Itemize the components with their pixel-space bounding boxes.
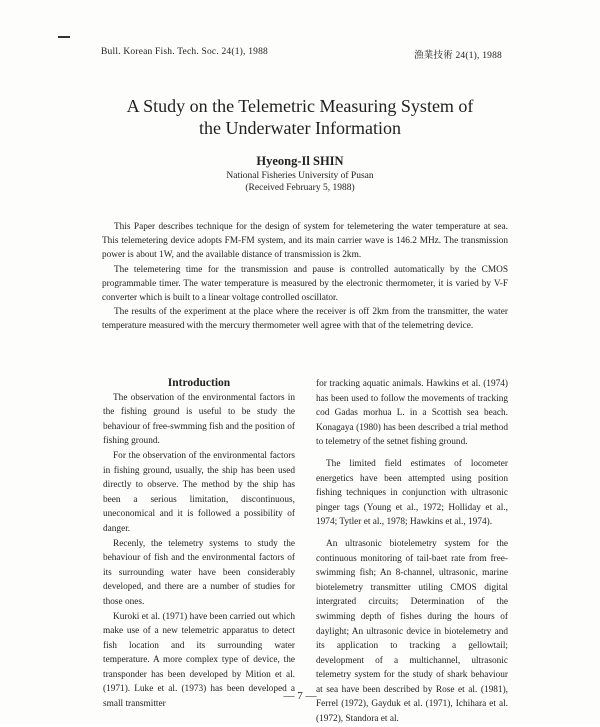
running-header-right: 漁業技術 24(1), 1988: [414, 51, 502, 61]
author-affiliation: National Fisheries University of Pusan: [226, 171, 374, 181]
body-paragraph: The observation of the environmental factors in the fishing ground is useful to be study the behaviour of free-swmming fish and the position of fishing ground.: [103, 392, 295, 447]
abstract-paragraph: This Paper describes technique for the design of system for telemetering the water temperature at sea. This telemetering device adopts FM-FM system, and its main carrier wave is 146.2 MHz. The transmission power is about 1W, and the available distance of transmission is 2km.: [102, 222, 508, 261]
scan-mark: [58, 36, 70, 38]
body-paragraph: for tracking aquatic animals. Hawkins et al. (1974) has been used to follow the movements of tracking cod Gadas morhua L. in a Scottish sea beach. Konagaya (1980) has been described a trial method to telemetry of the setnet fishing ground.: [316, 379, 508, 448]
author-name: Hyeong-Il SHIN: [256, 154, 344, 168]
received-date: (Received February 5, 1988): [245, 183, 355, 193]
right-column: [316, 377, 508, 727]
body-paragraph: For the observation of the environmental factors in fishing ground, usually, the ship has been used directly to observe. The method by the ship has been a serious limitation, discontinuous, uneconomical and it is followed a possibility of danger.: [103, 450, 295, 534]
body-paragraph: Kuroki et al. (1971) have been carried out which make use of a new telemetric apparatus to detect fish location and its surrounding water temperature. A more complex type of device, the transponder has been developed by Mition et al. (1971). Luke et al. (1973) has been developed a small transmitter: [103, 611, 295, 710]
abstract: [102, 220, 508, 334]
body-paragraph: An ultrasonic biotelemetry system for the continuous monitoring of tail-baet rate from free-swimming fish; An 8-channel, ultrasonic, marine biotelemetry transmitter utiling CMOS digital intergrated circuits; Determination of the swimming depth of fishes during the hours of daylight; An ultrasonic device in biotelemetry and its application to tracking a gellowtail; development of a multichannel, ultrasonic telemetry system for the study of shark behaviour at sea have been described by Rose et al. (1981), Ferrel (1972), Gayduk et al. (1971), Ichihara et al. (1972), Standora et al.: [316, 538, 508, 725]
page-number: — 7 —: [283, 690, 317, 702]
running-header-left: Bull. Korean Fish. Tech. Soc. 24(1), 1988: [101, 47, 268, 57]
author-block: [0, 170, 600, 194]
title-line-1: A Study on the Telemetric Measuring System of: [126, 96, 474, 116]
section-heading: Introduction: [167, 377, 231, 389]
title-line-2: the Underwater Information: [199, 118, 401, 138]
paper-title: [0, 95, 600, 139]
left-column: [103, 376, 295, 712]
body-paragraph: The limited field estimates of locometer energetics have been attempted using position fishing techniques in conjunction with ultrasonic pinger tags (Young et al., 1972; Holliday et al., 1974; Tytler et al., 1978; Hawkins et al., 1974).: [316, 458, 508, 528]
abstract-paragraph: The results of the experiment at the place where the receiver is off 2km from the transmitter, the water temperature measured with the mercury thermometer well agree with that of the telemetring device.: [102, 307, 508, 332]
abstract-paragraph: The telemetering time for the transmission and pause is controlled automatically by the CMOS programmable timer. The water temperature is measured by the electronic thermometer, it is varied by V-F converter which is built to a linear voltage controlled oscillator.: [102, 264, 508, 304]
body-paragraph: Recenly, the telemetry systems to study the behaviour of fish and the environmental factors of its surrounding water have been considerably developed, and there are a number of studies for those ones.: [103, 538, 295, 607]
